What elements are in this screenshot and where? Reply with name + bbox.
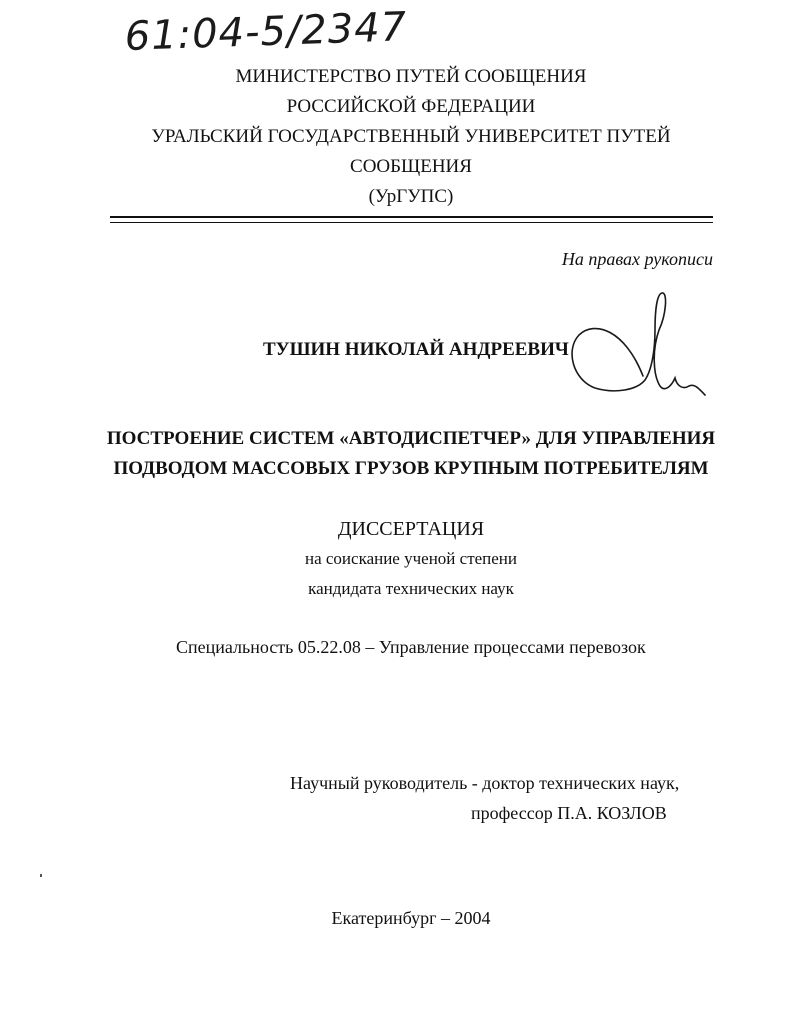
author-signature xyxy=(565,290,715,410)
document-type: ДИССЕРТАЦИЯ xyxy=(337,518,485,540)
supervisor-line-2: профессор П.А. КОЗЛОВ xyxy=(471,803,667,823)
city-year: Екатеринбург – 2004 xyxy=(331,908,491,928)
header-divider xyxy=(110,216,713,218)
university-line-1: УРАЛЬСКИЙ ГОСУДАРСТВЕННЫЙ УНИВЕРСИТЕТ ПУТЕЙ xyxy=(151,126,671,147)
manuscript-rights-note: На правах рукописи xyxy=(561,249,713,269)
degree-purpose-line-2: кандидата технических наук xyxy=(308,579,514,598)
thesis-title-line-1: ПОСТРОЕНИЕ СИСТЕМ «АВТОДИСПЕТЧЕР» ДЛЯ УПРАВЛЕНИЯ xyxy=(106,428,716,449)
header-divider-thin xyxy=(110,222,713,223)
ministry-line-1: МИНИСТЕРСТВО ПУТЕЙ СООБЩЕНИЯ xyxy=(235,66,587,87)
archive-stamp: 61:04-5/2347 xyxy=(124,4,408,60)
university-line-2: СООБЩЕНИЯ xyxy=(350,156,472,177)
specialty: Специальность 05.22.08 – Управление процессами перевозок xyxy=(176,637,646,657)
degree-purpose-line-1: на соискание ученой степени xyxy=(304,549,518,568)
author-name: ТУШИН НИКОЛАЙ АНДРЕЕВИЧ xyxy=(263,339,569,360)
ministry-line-2: РОССИЙСКОЙ ФЕДЕРАЦИИ xyxy=(286,96,536,117)
supervisor-line-1: Научный руководитель - доктор технических наук, xyxy=(290,773,680,793)
university-abbreviation: (УрГУПС) xyxy=(368,186,454,207)
thesis-title-line-2: ПОДВОДОМ МАССОВЫХ ГРУЗОВ КРУПНЫМ ПОТРЕБИТЕЛЯМ xyxy=(113,458,709,479)
scan-speck xyxy=(40,874,42,877)
